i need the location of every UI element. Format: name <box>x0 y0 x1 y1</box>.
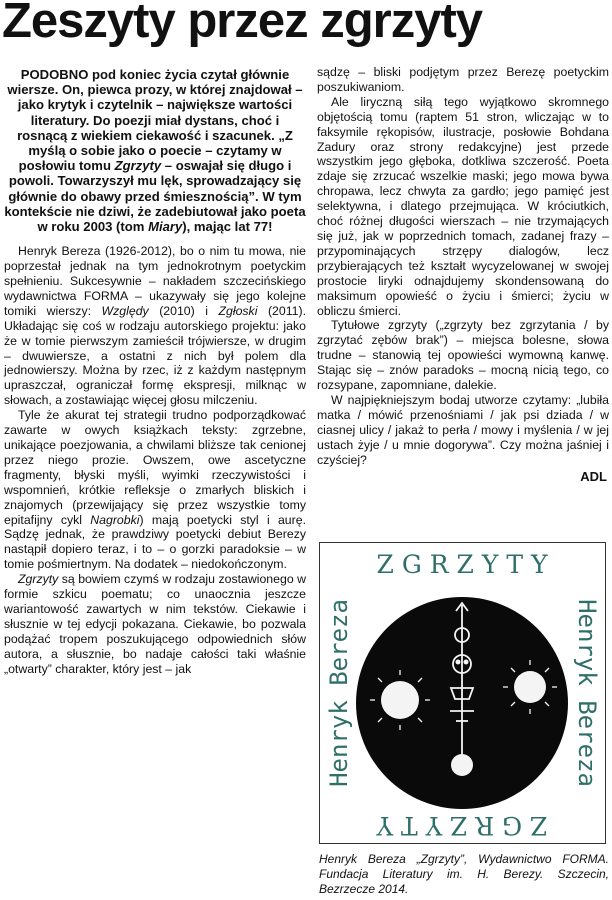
text-run: (2010) i <box>148 303 219 318</box>
cover-bottom-orb <box>451 754 473 776</box>
cover-title-top: Z G R Z Y T Y <box>376 550 548 579</box>
text-run: sądzę – bliski podjętym przez Berezę poetyckim poszukiwaniom. <box>317 65 609 94</box>
text-run: – oswajał się długo i powoli. Towarzyszył mu lęk, sprowadzający się głównie do obawy przed śmiesznością”. W tym kontekście nie dziwi, że zadebiutował jako poeta w roku 2003 (tom <box>4 158 306 235</box>
headline: Zeszyty przez zgrzyty <box>2 0 483 48</box>
body-paragraph <box>317 393 609 468</box>
right-column <box>317 65 609 484</box>
book-cover-image <box>319 542 606 844</box>
italic-title: Zgrzyty <box>18 572 59 587</box>
cover-author-right: Henryk Bereza <box>573 599 601 787</box>
left-column <box>4 65 306 677</box>
body-paragraph <box>317 318 609 393</box>
image-caption: Henryk Bereza „Zgrzyty”, Wydawnictwo FORMA. Fundacja Literatury im. H. Berezy. Szczecin, Bezrzecze 2014. <box>319 852 609 896</box>
italic-title: Zgrzyty <box>114 158 162 174</box>
text-run: PODOBNO pod koniec życia czytał głównie wiersze. On, piewca prozy, w której znajdował – jako krytyk i czytelnik – największe wartości literatury. Do poezji miał dystans, choć i rosnącą z wiekiem ciekawość i szacunek. „Z myślą o sobie jako o poecie – czytamy w posłowiu tomu <box>7 67 303 174</box>
italic-title: Względy <box>101 303 149 318</box>
author-signature: ADL <box>580 469 607 485</box>
body-paragraph <box>317 95 609 319</box>
text-run: Tyle że akurat tej strategii trudno podporządkować zawarte w owych książkach teksty: zgrzebne, unikające poezjowania, a chwilami bliższe tak cenionej przez niego prozie. Owszem, owe ascetyczne fragmenty, błyski myśli, wyimki rzeczywistości i wspomnień, krótkie refleksje o zmarłych bliskich i znajomych (przewijający się przez wszystkie tomy epitafijny cykl <box>4 408 306 527</box>
text-run: są bowiem czymś w rodzaju zostawionego w formie szkicu poematu; co unaocznia jeszcze wariantowość zawartych w nim tekstów. Ciekawie i słusznie w tej edycji pokazana. Ciekawie, bo pozwala podążać tropem poszukującego odpowiednich słów autora, a słusznie, bo nadaje całości taki właśnie „otwarty” charakter, który jest – jak <box>4 572 306 676</box>
italic-title: Miary <box>148 219 183 235</box>
left-body-text <box>4 244 306 676</box>
text-run: ) mają poetycki styl i aurę. Sądzę jednak, że prawdziwy poetycki debiut Berezy nastąpił dopiero teraz, i to – o gorzki paradoksie – w tomie pośmiertnym. Na dodatek – niedokończonym. <box>4 512 306 572</box>
lead-paragraph <box>4 67 306 234</box>
cover-author-left: Henryk Bereza <box>325 599 353 787</box>
text-run: Ale liryczną siłą tego wyjątkowo skromnego objętością tomu (raptem 51 stron, wliczając w to faksymile rękopisów, ilustracje, posłowie Bohdana Zadury oraz strony redakcyjne) jest przede wszystkim jego głęboka, dotkliwa szczerość. Poeta zdaje się zrzucać wszelkie maski; jego mowa bywa chropawa, lecz chwyta za gardło; jego pamięć jest selektywna, i dlatego przejmująca. W króciutkich, choć różnej długości wierszach – nie trzymających się już, jak w poprzednich tomach, zadanej frazy – przypominających strzępy dialogów, lecz przybierających też kształt wycyzelowanej w swojej prostocie liryki odnajdujemy skondensowaną do maksimum opowieść o życiu i śmierci; życiu w obliczu śmierci. <box>317 94 609 318</box>
text-run: W najpiękniejszym bodaj utworze czytamy: „lubiła matka / mówić przenośniami / jak psi dziada / w ciasnej ulicy / jakaż to perła / mowy i myślenia / w jej ustach żyje / u mnie dogorywa”. Czy można jaśniej i czyściej? <box>317 392 609 467</box>
italic-title: Zgłoski <box>218 303 258 318</box>
body-paragraph <box>4 244 306 408</box>
cover-title-bottom: Z G R Z Y T Y <box>376 811 548 840</box>
text-run: (2011). Układając się coś w rodzaju autorskiego projektu: jako że w tomie pierwszym zamieścił trójwiersze, w drugim – dwuwiersze, a ostatni z nich był polem dla jednowierszy. Można by rzec, iż z każdym następnym upraszczał, ograniczał formę ekspresji, milknąc w słowach, a zostawiając więcej głosu milczeniu. <box>4 303 306 408</box>
body-paragraph <box>4 572 306 676</box>
text-run: Henryk Bereza (1926-2012), bo o nim tu mowa, nie poprzestał jednak na tym jednokrotnym poetyckim spełnieniu. Sukcesywnie – nakładem szczecińskiego wydawnictwa FORMA – ukazywały się jego kolejne tomiki wierszy: <box>4 244 306 318</box>
body-paragraph <box>4 408 306 572</box>
right-body-text <box>317 65 609 467</box>
italic-title: Nagrobki <box>90 512 140 527</box>
text-run: ), mając lat 77! <box>182 219 273 235</box>
body-paragraph <box>317 65 609 95</box>
cover-artwork <box>320 543 605 843</box>
text-run: Tytułowe zgrzyty („zgrzyty bez zgrzytania / by zgrzytać zębów brak”) – miejsca bolesne, słowa trudne – stanowią tej opowieści wymowną kanwę. Stając się – znów paradoks – mocną nicią tego, co rozsypane, zapomniane, dalekie. <box>317 318 609 393</box>
